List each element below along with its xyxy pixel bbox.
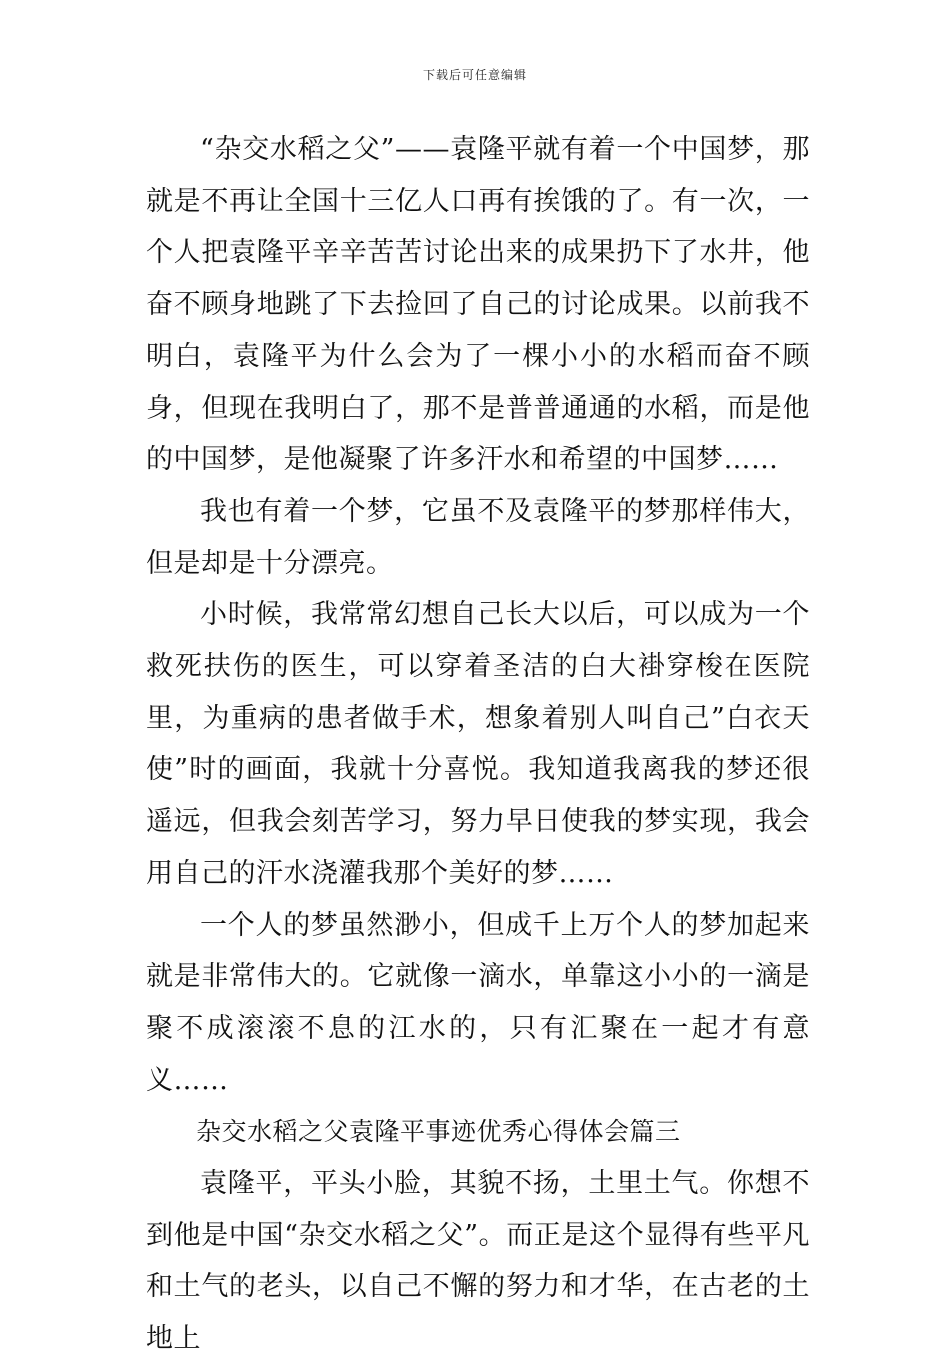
section-title: 杂交水稻之父袁隆平事迹优秀心得体会篇三 — [196, 1117, 681, 1147]
paragraph-yuan-longping-dream: “杂交水稻之父”——袁隆平就有着一个中国梦，那就是不再让全国十三亿人口再有挨饿的了。有一次，一个人把袁隆平辛辛苦苦讨论出来的成果扔下了水井，他奋不顾身地跳了下去捡回了自己的讨论成果。以前我不明白，袁隆平为什么会为了一棵小小的水稻而奋不顾身，但现在我明白了，那不是普普通通的水稻，而是他的中国梦，是他凝聚了许多汗水和希望的中国梦…… — [146, 134, 810, 476]
paragraph-drops-of-water: 一个人的梦虽然渺小，但成千上万个人的梦加起来就是非常伟大的。它就像一滴水，单靠这小小的一滴是聚不成滚滚不息的江水的，只有汇聚在一起才有意义…… — [146, 909, 810, 1096]
page-header-note: 下载后可任意编辑 — [422, 68, 527, 82]
document-body — [146, 124, 810, 1365]
paragraph-childhood-doctor: 小时候，我常常幻想自己长大以后，可以成为一个救死扶伤的医生，可以穿着圣洁的白大褂穿梭在医院里，为重病的患者做手术，想象着别人叫自己”白衣天使”时的画面，我就十分喜悦。我知道我离我的梦还很遥远，但我会刻苦学习，努力早日使我的梦实现，我会用自己的汗水浇灌我那个美好的梦…… — [146, 599, 810, 889]
paragraph-my-dream: 我也有着一个梦，它虽不及袁隆平的梦那样伟大，但是却是十分漂亮。 — [146, 495, 810, 579]
paragraph-section-three-intro: 袁隆平，平头小脸，其貌不扬，土里土气。你想不到他是中国“杂交水稻之父”。而正是这个显得有些平凡和土气的老头，以自己不懈的努力和才华，在古老的土地上 — [146, 1168, 810, 1355]
